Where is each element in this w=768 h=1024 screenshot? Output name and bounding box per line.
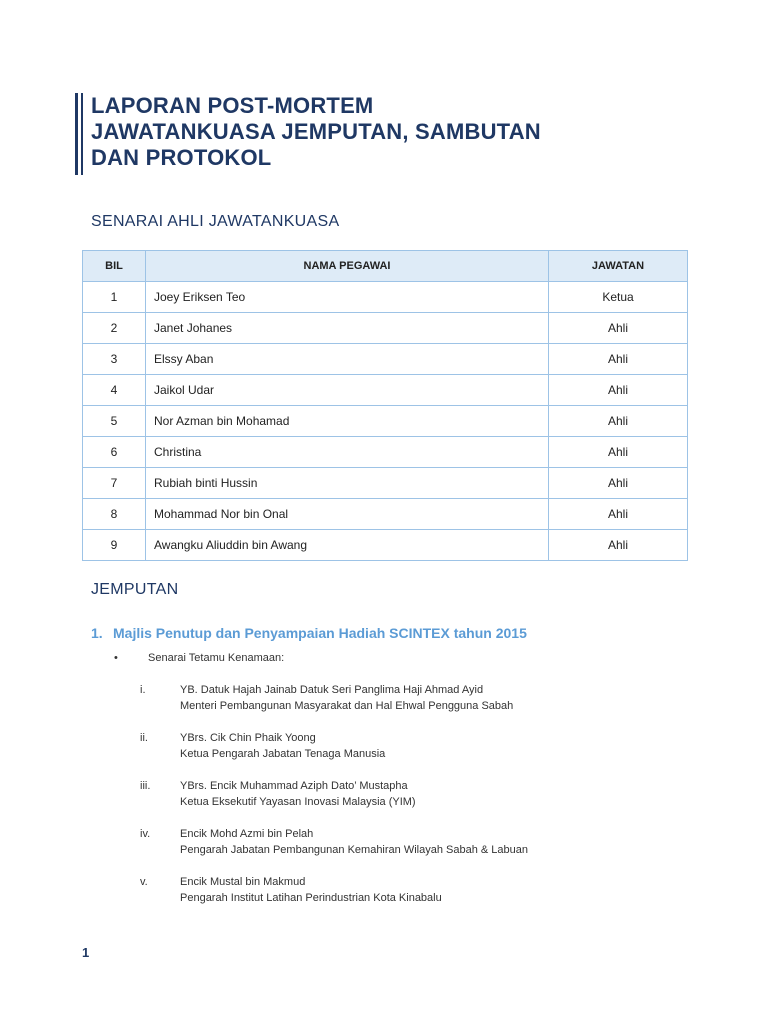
guest-position: Ketua Pengarah Jabatan Tenaga Manusia [180, 748, 386, 760]
guest-name: YBrs. Cik Chin Phaik Yoong [180, 732, 316, 744]
cell-bil: 8 [83, 499, 146, 530]
document-title [91, 93, 541, 171]
table-row [83, 468, 688, 499]
table-row [83, 406, 688, 437]
cell-nama: Janet Johanes [146, 313, 549, 344]
table-row [83, 375, 688, 406]
table-row [83, 437, 688, 468]
cell-nama: Nor Azman bin Mohamad [146, 406, 549, 437]
cell-jawatan: Ahli [549, 437, 688, 468]
guest-name: Encik Mohd Azmi bin Pelah [180, 828, 314, 840]
section-heading-jemputan: JEMPUTAN [91, 581, 179, 598]
committee-table [82, 250, 688, 561]
title-block [75, 93, 675, 175]
guest-numeral: iii. [140, 780, 151, 792]
event-number: 1. [91, 625, 103, 641]
cell-bil: 7 [83, 468, 146, 499]
guest-position: Ketua Eksekutif Yayasan Inovasi Malaysia (YIM) [180, 796, 416, 808]
cell-jawatan: Ahli [549, 499, 688, 530]
guest-list-bullet [114, 652, 284, 664]
event-title: Majlis Penutup dan Penyampaian Hadiah SCINTEX tahun 2015 [113, 625, 527, 641]
table-header-row [83, 251, 688, 282]
cell-nama: Mohammad Nor bin Onal [146, 499, 549, 530]
cell-bil: 4 [83, 375, 146, 406]
guest-position: Pengarah Institut Latihan Perindustrian Kota Kinabalu [180, 892, 442, 904]
guest-name: YB. Datuk Hajah Jainab Datuk Seri Panglima Haji Ahmad Ayid [180, 684, 484, 696]
header-nama-pegawai: NAMA PEGAWAI [146, 251, 549, 282]
cell-nama: Awangku Aliuddin bin Awang [146, 530, 549, 561]
cell-bil: 2 [83, 313, 146, 344]
cell-jawatan: Ahli [549, 375, 688, 406]
header-bil: BIL [83, 251, 146, 282]
cell-nama: Joey Eriksen Teo [146, 282, 549, 313]
cell-bil: 1 [83, 282, 146, 313]
cell-jawatan: Ahli [549, 530, 688, 561]
cell-bil: 3 [83, 344, 146, 375]
cell-jawatan: Ketua [549, 282, 688, 313]
bullet-text: Senarai Tetamu Kenamaan: [148, 652, 285, 664]
guest-numeral: i. [140, 684, 146, 696]
cell-jawatan: Ahli [549, 468, 688, 499]
table-row [83, 282, 688, 313]
page-number: 1 [82, 945, 90, 960]
committee-heading: SENARAI AHLI JAWATANKUASA [91, 213, 340, 230]
title-line-1: LAPORAN POST-MORTEM [91, 93, 374, 118]
cell-bil: 9 [83, 530, 146, 561]
bullet-marker: • [114, 652, 118, 664]
cell-bil: 5 [83, 406, 146, 437]
cell-jawatan: Ahli [549, 313, 688, 344]
cell-jawatan: Ahli [549, 406, 688, 437]
table-row [83, 530, 688, 561]
guest-numeral: ii. [140, 732, 148, 744]
cell-nama: Rubiah binti Hussin [146, 468, 549, 499]
header-jawatan: JAWATAN [549, 251, 688, 282]
table-row [83, 499, 688, 530]
cell-nama: Elssy Aban [146, 344, 549, 375]
guest-numeral: v. [140, 876, 148, 888]
title-line-2: JAWATANKUASA JEMPUTAN, SAMBUTAN [91, 119, 541, 144]
guest-position: Menteri Pembangunan Masyarakat dan Hal Ehwal Pengguna Sabah [180, 700, 514, 712]
table-row [83, 344, 688, 375]
cell-nama: Christina [146, 437, 549, 468]
guest-name: YBrs. Encik Muhammad Aziph Dato’ Mustapha [180, 780, 408, 792]
cell-bil: 6 [83, 437, 146, 468]
title-line-3: DAN PROTOKOL [91, 145, 272, 170]
event-heading [91, 625, 527, 641]
cell-jawatan: Ahli [549, 344, 688, 375]
guest-position: Pengarah Jabatan Pembangunan Kemahiran Wilayah Sabah & Labuan [180, 844, 528, 856]
table-row [83, 313, 688, 344]
cell-nama: Jaikol Udar [146, 375, 549, 406]
guest-name: Encik Mustal bin Makmud [180, 876, 306, 888]
guest-numeral: iv. [140, 828, 151, 840]
